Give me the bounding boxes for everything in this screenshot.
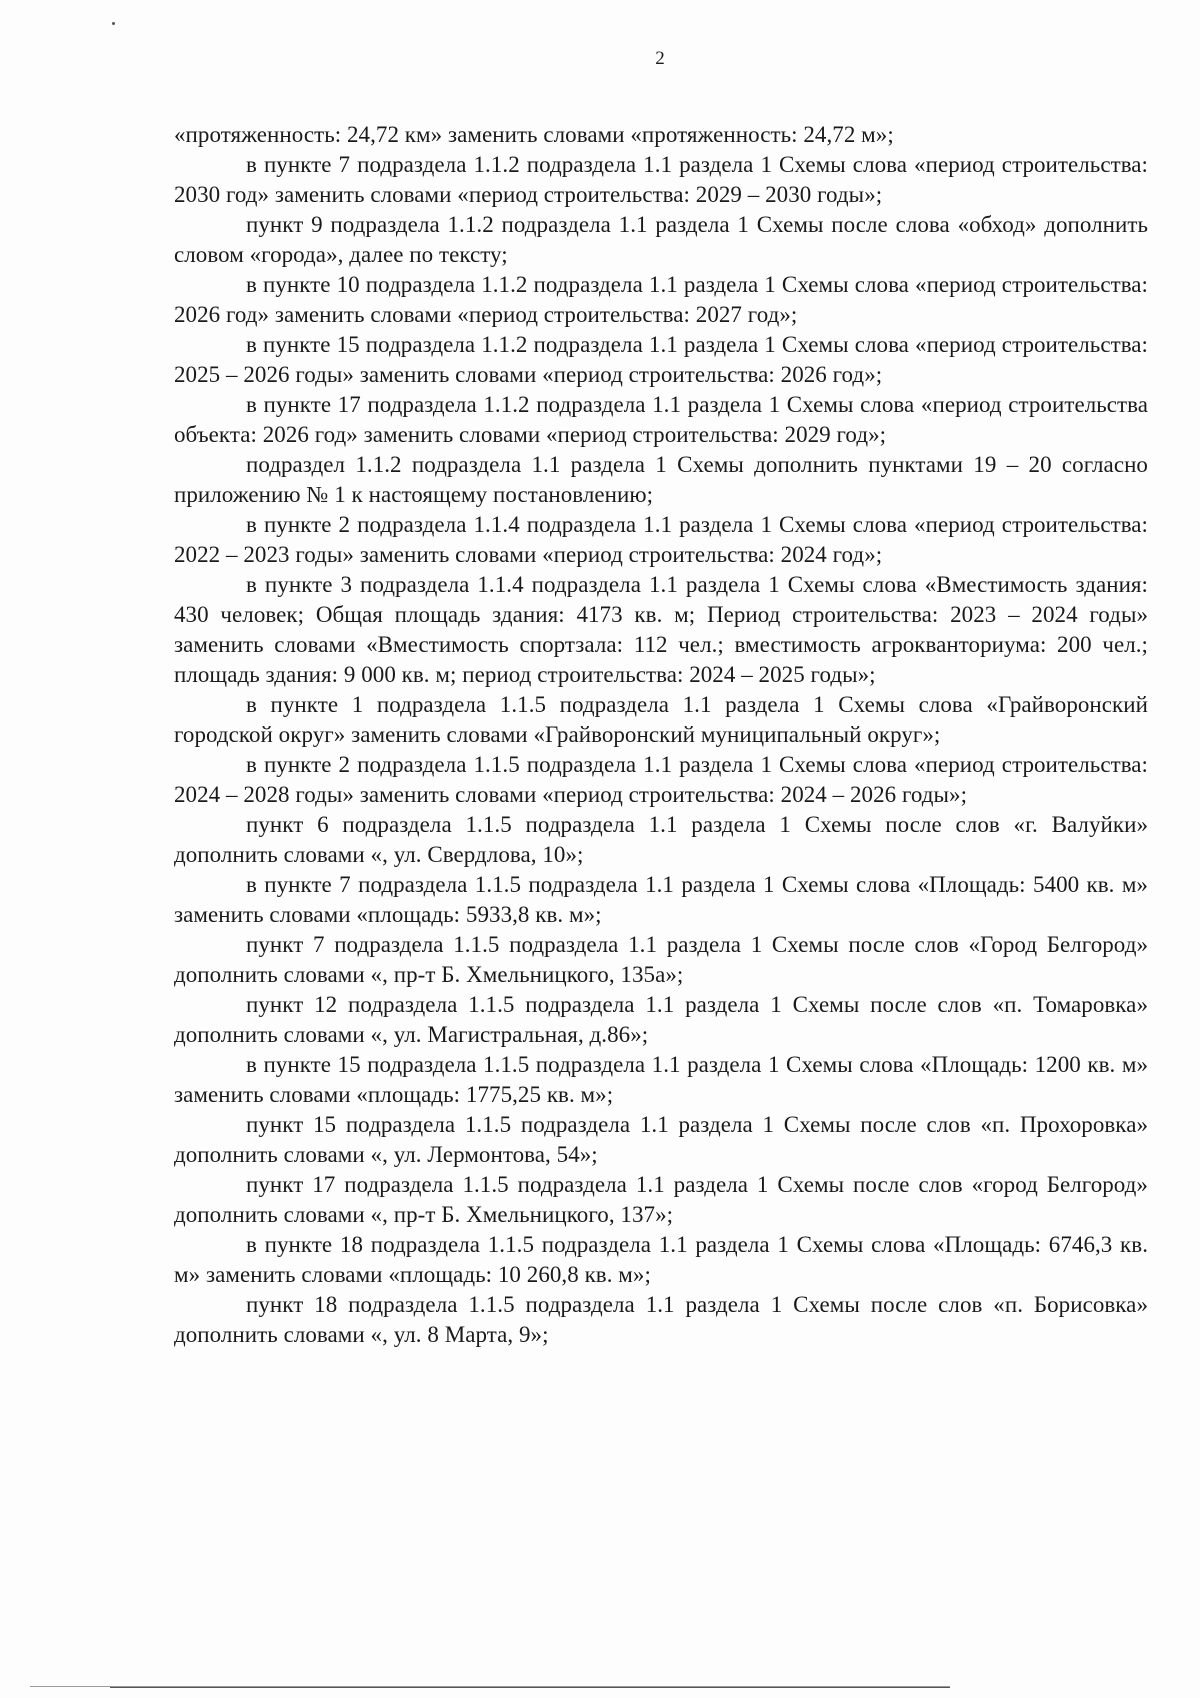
paragraph-19: в пункте 18 подраздела 1.1.5 подраздела 1.1 раздела 1 Схемы слова «Площадь: 6746,3 кв. м» заменить словами «площадь: 10 260,8 кв. м»; xyxy=(174,1232,1148,1287)
paragraph-7: подраздел 1.1.2 подраздела 1.1 раздела 1 Схемы дополнить пунктами 19 – 20 согласно приложению № 1 к настоящему постановлению; xyxy=(174,452,1148,507)
paragraph-15: пункт 12 подраздела 1.1.5 подраздела 1.1 раздела 1 Схемы после слов «п. Томаровка» дополнить словами «, ул. Магистральная, д.86»; xyxy=(174,992,1148,1047)
paragraph-18: пункт 17 подраздела 1.1.5 подраздела 1.1 раздела 1 Схемы после слов «город Белгород» дополнить словами «, пр-т Б. Хмельницкого, 137»; xyxy=(174,1172,1148,1227)
paragraph-14: пункт 7 подраздела 1.1.5 подраздела 1.1 раздела 1 Схемы после слов «Город Белгород» дополнить словами «, пр-т Б. Хмельницкого, 135а»; xyxy=(174,932,1148,987)
bottom-scan-line-dark xyxy=(110,1687,950,1688)
paragraph-16: в пункте 15 подраздела 1.1.5 подраздела 1.1 раздела 1 Схемы слова «Площадь: 1200 кв. м» заменить словами «площадь: 1775,25 кв. м»; xyxy=(174,1052,1148,1107)
page-number: 2 xyxy=(655,48,665,69)
paragraph-20: пункт 18 подраздела 1.1.5 подраздела 1.1 раздела 1 Схемы после слов «п. Борисовка» дополнить словами «, ул. 8 Марта, 9»; xyxy=(174,1292,1148,1347)
document-body xyxy=(174,120,1148,1350)
paragraph-9: в пункте 3 подраздела 1.1.4 подраздела 1.1 раздела 1 Схемы слова «Вместимость здания: 430 человек; Общая площадь здания: 4173 кв. м; Период строительства: 2023 – 2024 годы» заменить словами «Вместимость спортзала: 112 чел.; вместимость агрокванториума: 200 чел.; площадь здания: 9 000 кв. м; период строительства: 2024 – 2025 годы»; xyxy=(174,572,1148,687)
paragraph-4: в пункте 10 подраздела 1.1.2 подраздела 1.1 раздела 1 Схемы слова «период строительства: 2026 год» заменить словами «период строительства: 2027 год»; xyxy=(174,272,1148,327)
paragraph-12: пункт 6 подраздела 1.1.5 подраздела 1.1 раздела 1 Схемы после слов «г. Валуйки» дополнить словами «, ул. Свердлова, 10»; xyxy=(174,812,1148,867)
paragraph-11: в пункте 2 подраздела 1.1.5 подраздела 1.1 раздела 1 Схемы слова «период строительства: 2024 – 2028 годы» заменить словами «период строительства: 2024 – 2026 годы»; xyxy=(174,752,1148,807)
paragraph-10: в пункте 1 подраздела 1.1.5 подраздела 1.1 раздела 1 Схемы слова «Грайворонский городской округ» заменить словами «Грайворонский муниципальный округ»; xyxy=(174,692,1148,747)
paragraph-6: в пункте 17 подраздела 1.1.2 подраздела 1.1 раздела 1 Схемы слова «период строительства объекта: 2026 год» заменить словами «период строительства: 2029 год»; xyxy=(174,392,1148,447)
paragraph-5: в пункте 15 подраздела 1.1.2 подраздела 1.1 раздела 1 Схемы слова «период строительства: 2025 – 2026 годы» заменить словами «период строительства: 2026 год»; xyxy=(174,332,1148,387)
paragraph-8: в пункте 2 подраздела 1.1.4 подраздела 1.1 раздела 1 Схемы слова «период строительства: 2022 – 2023 годы» заменить словами «период строительства: 2024 год»; xyxy=(174,512,1148,567)
paragraph-17: пункт 15 подраздела 1.1.5 подраздела 1.1 раздела 1 Схемы после слов «п. Прохоровка» дополнить словами «, ул. Лермонтова, 54»; xyxy=(174,1112,1148,1167)
scan-speck xyxy=(112,22,115,25)
paragraph-13: в пункте 7 подраздела 1.1.5 подраздела 1.1 раздела 1 Схемы слова «Площадь: 5400 кв. м» заменить словами «площадь: 5933,8 кв. м»; xyxy=(174,872,1148,927)
paragraph-2: в пункте 7 подраздела 1.1.2 подраздела 1.1 раздела 1 Схемы слова «период строительства: 2030 год» заменить словами «период строительства: 2029 – 2030 годы»; xyxy=(174,152,1148,207)
paragraph-3: пункт 9 подраздела 1.1.2 подраздела 1.1 раздела 1 Схемы после слова «обход» дополнить словом «города», далее по тексту; xyxy=(174,212,1148,267)
paragraph-1: «протяженность: 24,72 км» заменить словами «протяженность: 24,72 м»; xyxy=(174,122,894,147)
